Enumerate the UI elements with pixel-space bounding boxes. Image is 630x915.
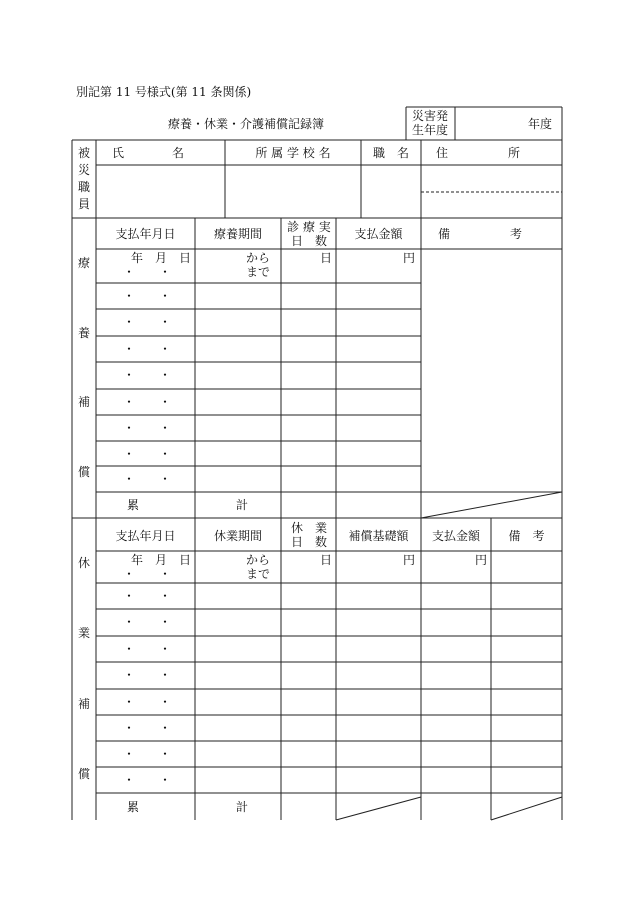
abs-first-base-unit: 円 bbox=[403, 553, 416, 567]
col-name: 氏 名 bbox=[112, 146, 185, 160]
medical-side-label bbox=[77, 256, 91, 480]
absence-side-char: 補 bbox=[77, 696, 90, 711]
disaster-year-label: 災害発生年度 bbox=[412, 109, 449, 137]
med-first-date: 年 月 日 bbox=[131, 251, 192, 265]
abs-header-period: 休業期間 bbox=[213, 529, 262, 543]
col-school: 所 属 学 校 名 bbox=[255, 146, 331, 160]
abs-first-yen-unit: 円 bbox=[475, 553, 488, 567]
year-suffix: 年度 bbox=[528, 117, 553, 131]
med-total-right: 計 bbox=[236, 498, 249, 512]
abs-first-from: から bbox=[246, 553, 271, 567]
med-date-dot-row: ・ ・ bbox=[123, 421, 172, 435]
med-date-dot-row: ・ ・ bbox=[123, 265, 172, 279]
med-date-dot-row: ・ ・ bbox=[123, 342, 172, 356]
abs-date-dot-row: ・ ・ bbox=[123, 773, 172, 787]
abs-date-dot-row: ・ ・ bbox=[123, 695, 172, 709]
med-header-amount: 支払金額 bbox=[354, 227, 403, 241]
col-address: 住 所 bbox=[436, 146, 521, 160]
med-header-period: 療養期間 bbox=[213, 227, 262, 241]
medical-side-char: 償 bbox=[77, 464, 90, 479]
abs-date-dot-row: ・ ・ bbox=[123, 668, 172, 682]
abs-header-amount: 支払金額 bbox=[431, 529, 480, 543]
abs-first-date: 年 月 日 bbox=[131, 553, 192, 567]
abs-date-dot-row: ・ ・ bbox=[123, 589, 172, 603]
abs-date-dot-row: ・ ・ bbox=[123, 747, 172, 761]
abs-header-days: 休 業 日 数 bbox=[290, 521, 327, 549]
medical-side-char: 養 bbox=[77, 325, 90, 340]
abs-date-dot-row: ・ ・ bbox=[123, 615, 172, 629]
med-first-to: まで bbox=[246, 265, 271, 279]
abs-date-dot-row: ・ ・ bbox=[123, 567, 172, 581]
absence-side-char: 償 bbox=[77, 766, 90, 781]
col-position: 職 名 bbox=[372, 146, 409, 160]
med-header-days: 診 療 実 日 数 bbox=[287, 220, 331, 248]
absence-side-char: 業 bbox=[77, 626, 90, 641]
abs-header-remarks: 備 考 bbox=[508, 529, 545, 543]
med-header-pay-date: 支払年月日 bbox=[115, 227, 176, 241]
victim-side-label: 被災職員 bbox=[77, 146, 90, 211]
med-total-left: 累 bbox=[127, 498, 140, 512]
absence-side-label bbox=[77, 556, 91, 782]
absence-side-char: 休 bbox=[77, 556, 90, 570]
med-date-dot-row: ・ ・ bbox=[123, 289, 172, 303]
form-title: 療養・休業・介護補償記録簿 bbox=[167, 117, 324, 131]
abs-first-day-unit: 日 bbox=[320, 553, 333, 567]
med-date-dot-row: ・ ・ bbox=[123, 472, 172, 486]
abs-total-left: 累 bbox=[127, 800, 140, 814]
abs-date-dot-row: ・ ・ bbox=[123, 642, 172, 656]
med-first-yen-unit: 円 bbox=[403, 251, 416, 265]
abs-header-base: 補償基礎額 bbox=[348, 529, 409, 543]
form-number: 別記第 11 号様式(第 11 条関係) bbox=[76, 85, 252, 99]
abs-header-pay-date: 支払年月日 bbox=[115, 529, 176, 543]
med-date-dot-row: ・ ・ bbox=[123, 447, 172, 461]
med-header-remarks: 備 考 bbox=[438, 227, 523, 241]
abs-first-to: まで bbox=[246, 567, 271, 581]
med-date-dot-row: ・ ・ bbox=[123, 315, 172, 329]
abs-date-dot-row: ・ ・ bbox=[123, 721, 172, 735]
med-first-day-unit: 日 bbox=[320, 251, 333, 265]
med-date-dot-row: ・ ・ bbox=[123, 368, 172, 382]
med-first-from: から bbox=[246, 251, 271, 265]
medical-side-char: 補 bbox=[77, 395, 90, 410]
medical-side-char: 療 bbox=[77, 256, 90, 270]
med-date-dot-row: ・ ・ bbox=[123, 395, 172, 409]
abs-total-right: 計 bbox=[236, 800, 249, 814]
